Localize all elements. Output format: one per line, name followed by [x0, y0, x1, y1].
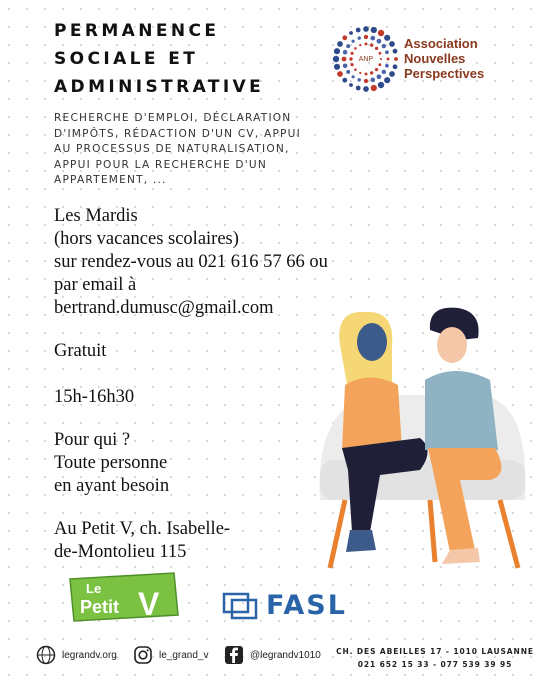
chair-leg-1 [330, 500, 345, 568]
website-text: legrandv.org [62, 649, 117, 661]
man-feet [442, 548, 480, 564]
woman-face [357, 323, 387, 361]
facebook-link[interactable] [224, 645, 321, 665]
association-name-line-2: Nouvelles [404, 51, 466, 66]
petitv-word-3: V [138, 586, 160, 622]
association-name-line-3: Perspectives [404, 66, 485, 81]
title-line-3: ADMINISTRATIVE [54, 77, 265, 97]
address-line-1: CH. DES ABEILLES 17 - 1010 LAUSANNE [336, 647, 534, 656]
petitv-word-2: Petit [80, 597, 120, 617]
location-line-1: Au Petit V, ch. Isabelle- [54, 519, 231, 539]
instagram-text: le_grand_v [159, 649, 209, 661]
schedule-line-2: (hors vacances scolaires) [54, 229, 239, 249]
facebook-text: @legrandv1010 [250, 649, 321, 661]
schedule-phone: sur rendez-vous au 021 616 57 66 ou [54, 252, 328, 272]
hours-text: 15h-16h30 [54, 387, 135, 407]
man-face [437, 327, 467, 363]
services-line-5: APPARTEMENT, ... [54, 174, 167, 187]
association-name [404, 36, 484, 81]
facebook-icon [224, 645, 244, 665]
fasl-wordmark: FASL [266, 590, 347, 621]
phone-numbers: 021 652 15 33 - 077 539 39 95 [357, 660, 513, 669]
location-line-2: de-Montolieu 115 [54, 542, 187, 562]
title-line-1: PERMANENCE [54, 21, 220, 41]
services-description [54, 111, 314, 189]
association-name-line-1: Association [404, 36, 478, 51]
contact-address [335, 645, 535, 671]
chair-leg-3 [430, 500, 435, 562]
contact-email[interactable]: bertrand.dumusc@gmail.com [54, 298, 274, 318]
le-petit-v-logo-icon [66, 571, 181, 623]
services-line-4: APPUI POUR LA RECHERCHE D'UN [54, 158, 267, 171]
page-title [54, 17, 264, 101]
globe-icon [36, 645, 56, 665]
schedule-line-4: par email à [54, 275, 137, 295]
conversation-illustration [310, 300, 540, 580]
location-block [54, 518, 230, 564]
man-sweater [425, 371, 498, 450]
audience-line-2: Toute personne [54, 453, 168, 473]
woman-feet [346, 530, 376, 552]
instagram-link[interactable] [133, 645, 208, 665]
schedule-block [54, 205, 328, 320]
services-line-2: D'IMPÔTS, RÉDACTION D'UN CV, APPUI [54, 127, 301, 140]
chair-leg-2 [500, 500, 518, 568]
association-badge: ANP [358, 56, 374, 63]
services-line-3: AU PROCESSUS DE NATURALISATION, [54, 143, 290, 156]
schedule-line-1: Les Mardis [54, 206, 138, 226]
petitv-word-1: Le [86, 581, 102, 596]
audience-line-3: en ayant besoin [54, 476, 170, 496]
title-line-2: SOCIALE ET [54, 49, 199, 69]
woman-top [342, 378, 402, 451]
audience-line-1: Pour qui ? [54, 430, 131, 450]
services-line-1: RECHERCHE D'EMPLOI, DÉCLARATION [54, 112, 292, 124]
audience-block [54, 429, 169, 498]
instagram-icon [133, 645, 153, 665]
website-link[interactable] [36, 645, 117, 665]
price-text: Gratuit [54, 341, 107, 361]
